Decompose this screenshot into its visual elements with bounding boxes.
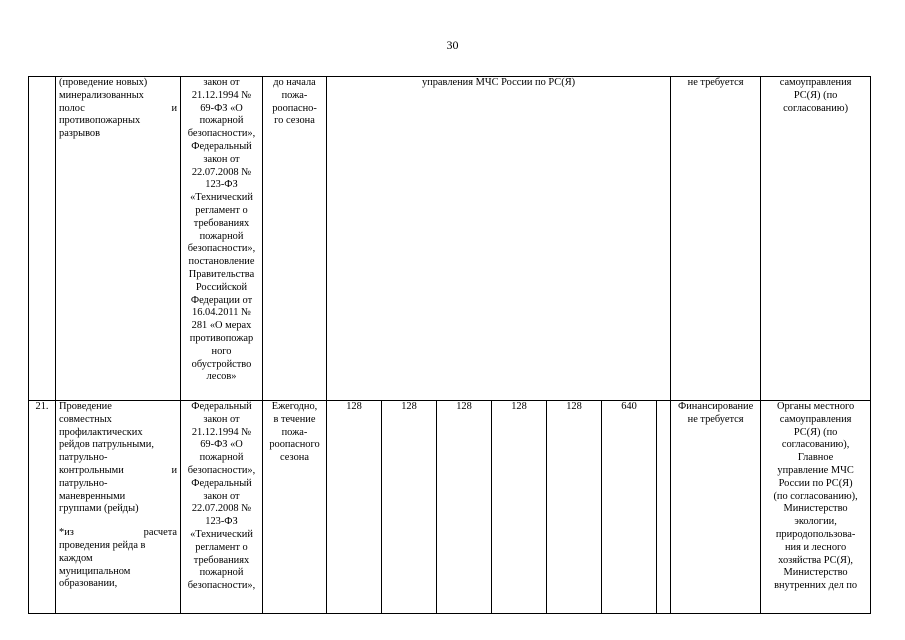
text-line: каждом xyxy=(59,552,93,564)
text-line: обустройство xyxy=(191,358,252,370)
text-line: роопасного xyxy=(269,439,320,451)
cell-number xyxy=(29,401,56,614)
text-line: постановление xyxy=(188,256,255,268)
text-line: 21.12.1994 № xyxy=(191,89,252,101)
cell-value-year-2 xyxy=(382,401,437,614)
cell-empty xyxy=(657,401,671,614)
cell-legal-basis xyxy=(181,401,263,614)
text-line: не требуется xyxy=(687,413,744,425)
text-line: противопожарных xyxy=(59,115,141,127)
text-line: безопасности», xyxy=(187,243,256,255)
text-line: Правительства xyxy=(188,268,255,280)
value: 128 xyxy=(346,401,362,412)
cell-value-year-4 xyxy=(492,401,547,614)
text-line: согласованию), xyxy=(781,439,850,451)
text-line: 69-ФЗ «О xyxy=(200,439,243,451)
text-line: «Технический xyxy=(190,528,253,540)
cell-merged-funding-note xyxy=(327,77,671,401)
value: 640 xyxy=(621,401,637,412)
text-line: проведения рейда в xyxy=(59,539,146,551)
text-line: го сезона xyxy=(274,115,315,127)
text-line-justified: *из расчета xyxy=(59,527,177,539)
text-line: требованиях xyxy=(193,217,250,229)
text-line: ного xyxy=(211,345,232,357)
text-line: 123-ФЗ xyxy=(205,179,238,191)
text-line: роопасно- xyxy=(272,102,317,114)
text-line: муниципальном xyxy=(59,565,131,577)
cell-term xyxy=(263,401,327,614)
value: 128 xyxy=(401,401,417,412)
text-line: закон от xyxy=(203,77,240,88)
text-line: РС(Я) (по xyxy=(793,426,838,438)
text-line: Федеральный xyxy=(191,140,252,152)
text-line: Российской xyxy=(195,281,248,293)
text-line: не требуется xyxy=(687,77,744,88)
text-line: регламент о xyxy=(195,541,248,553)
cell-measure-name xyxy=(56,401,181,614)
text-line: (по согласованию), xyxy=(773,490,858,502)
text-line: пожарной xyxy=(199,115,244,127)
text-line: пожа- xyxy=(281,89,308,101)
text-line: Федеральный xyxy=(191,401,252,412)
value: 128 xyxy=(566,401,582,412)
text-line: 22.07.2008 № xyxy=(191,503,252,515)
text-line: пожарной xyxy=(199,567,244,579)
cell-number xyxy=(29,77,56,401)
text-line: безопасности», xyxy=(187,464,256,476)
row-number: 21. xyxy=(35,401,49,412)
cell-value-total xyxy=(602,401,657,614)
text-line: Органы местного xyxy=(776,401,855,412)
text-line: 281 «О мерах xyxy=(191,320,252,332)
text-line: безопасности», xyxy=(187,580,256,592)
text-line: согласованию) xyxy=(783,102,849,114)
text-line: лесов» xyxy=(206,371,237,383)
text-line: Федеральный xyxy=(191,477,252,489)
text-line: совместных xyxy=(59,413,112,425)
cell-value-year-3 xyxy=(437,401,492,614)
text-line: разрывов xyxy=(59,128,101,140)
text-line: Финансирование xyxy=(678,401,754,412)
text-line: Министерство xyxy=(783,567,848,579)
text-line: Министерство xyxy=(783,503,848,515)
text-line: закон от xyxy=(203,153,240,165)
text-line: противопожар xyxy=(189,332,254,344)
text-line: маневренными xyxy=(59,490,126,502)
text-line: 123-ФЗ xyxy=(205,516,238,528)
text-line: пожарной xyxy=(199,230,244,242)
text-line: профилактических xyxy=(59,426,143,438)
text-line: рейдов патрульными, xyxy=(59,439,154,451)
text-line: «Технический xyxy=(190,192,253,204)
text-line-justified: контрольными и xyxy=(59,464,177,476)
table-row-continued xyxy=(29,77,871,401)
cell-responsible xyxy=(761,77,871,401)
text-line: хозяйства РС(Я), xyxy=(778,554,854,566)
text-line: регламент о xyxy=(195,204,248,216)
text-line: пожа- xyxy=(281,426,308,438)
cell-measure-name xyxy=(56,77,181,401)
text-line: пожарной xyxy=(199,452,244,464)
measures-table xyxy=(28,76,871,614)
cell-term xyxy=(263,77,327,401)
text-line: патрульно- xyxy=(59,452,108,464)
table-row-21 xyxy=(29,401,871,614)
text-line: Главное xyxy=(797,452,834,464)
text-line: 22.07.2008 № xyxy=(191,166,252,178)
text-line: экологии, xyxy=(794,516,837,528)
text-line: образовании, xyxy=(59,578,118,590)
text-line: 16.04.2011 № xyxy=(192,307,251,319)
text-line: Ежегодно, xyxy=(271,401,318,412)
value: 128 xyxy=(456,401,472,412)
text-line: закон от xyxy=(203,413,240,425)
text-line: Проведение xyxy=(59,401,112,412)
text-line: в течение xyxy=(273,413,316,425)
text-line: управление МЧС xyxy=(777,464,854,476)
text-line: природопользова- xyxy=(775,528,856,540)
text-line: (проведение новых) xyxy=(59,77,148,88)
text-line: внутренних дел по xyxy=(774,580,858,592)
text-line: самоуправления xyxy=(779,413,852,425)
cell-value-year-1 xyxy=(327,401,382,614)
text-line: ния и лесного xyxy=(784,541,847,553)
text-line: самоуправления xyxy=(779,77,852,88)
text-line: требованиях xyxy=(193,554,250,566)
text-line: Федерации от xyxy=(190,294,253,306)
text-line: 69-ФЗ «О xyxy=(200,102,243,114)
text-line-justified: полос и xyxy=(59,102,177,114)
text-line: группами (рейды) xyxy=(59,503,139,515)
page-number: 30 xyxy=(446,38,459,52)
cell-financing xyxy=(671,77,761,401)
text-line: до начала xyxy=(273,77,316,88)
text-line: безопасности», xyxy=(187,128,256,140)
text-line: закон от xyxy=(203,490,240,502)
text-line: управления МЧС России по РС(Я) xyxy=(421,77,576,88)
cell-value-year-5 xyxy=(547,401,602,614)
text-line: патрульно- xyxy=(59,477,108,489)
cell-financing xyxy=(671,401,761,614)
text-line: РС(Я) (по xyxy=(793,89,838,101)
cell-legal-basis xyxy=(181,77,263,401)
text-line: России по РС(Я) xyxy=(778,477,853,489)
text-line: 21.12.1994 № xyxy=(191,426,252,438)
value: 128 xyxy=(511,401,527,412)
text-line: сезона xyxy=(280,452,309,464)
cell-responsible xyxy=(761,401,871,614)
text-line: минерализованных xyxy=(59,89,144,101)
